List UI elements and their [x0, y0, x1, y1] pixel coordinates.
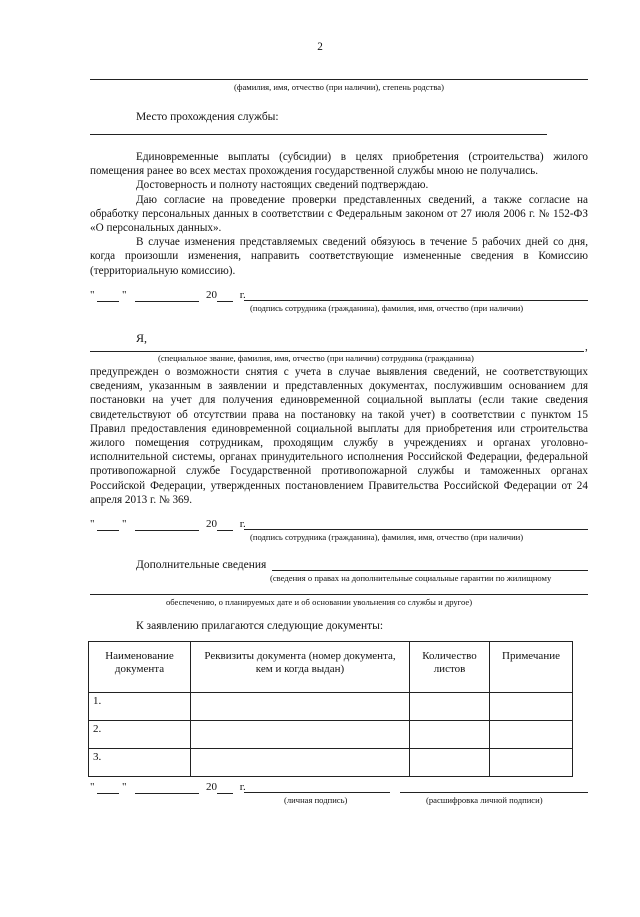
day-field[interactable]: [97, 289, 119, 302]
signature-decoding-line[interactable]: [400, 792, 588, 793]
additional-caption-1: (сведения о правах на дополнительные социальные гарантии по жилищному: [270, 573, 552, 583]
month-field[interactable]: [135, 289, 199, 302]
date-line-1: " " 20 г.: [90, 289, 246, 301]
month-field[interactable]: [135, 781, 199, 794]
note-cell[interactable]: [490, 749, 573, 777]
ya-label: Я,: [136, 331, 148, 345]
table-row: [89, 721, 573, 749]
personal-signature-caption: (личная подпись): [284, 795, 348, 805]
details-cell[interactable]: [191, 693, 410, 721]
sheet-count-cell[interactable]: [410, 721, 490, 749]
attached-documents-label: К заявлению прилагаются следующие документы:: [136, 620, 384, 632]
signature-caption-1: (подпись сотрудника (гражданина), фамилия, имя, отчество (при наличии): [250, 303, 524, 313]
note-cell[interactable]: [490, 693, 573, 721]
signature-field-line-1[interactable]: [244, 300, 588, 301]
service-place-label: Место прохождения службы:: [136, 111, 279, 123]
day-field[interactable]: [97, 781, 119, 794]
sheet-count-cell[interactable]: [410, 693, 490, 721]
table-row: [89, 749, 573, 777]
additional-info-label: Дополнительные сведения: [136, 559, 267, 571]
header-document-details: Реквизиты документа (номер документа, кем и когда выдан): [191, 642, 410, 693]
service-place-field-line[interactable]: [90, 134, 547, 135]
rank-caption: (специальное звание, фамилия, имя, отчество (при наличии) сотрудника (гражданина): [158, 353, 474, 363]
additional-caption-2: обеспечению, о планируемых дате и об основании увольнения со службы и другое): [166, 597, 473, 607]
personal-signature-line[interactable]: [244, 792, 390, 793]
change-obligation-paragraph: В случае изменения представляемых сведений обязуюсь в течение 5 рабочих дней со дня, когда произошли изменения, направить соответствующие измененные сведения в Комиссию (территориальную комиссию).: [90, 236, 588, 277]
page-number: 2: [317, 41, 323, 53]
trailing-comma: ,: [585, 341, 588, 353]
details-cell[interactable]: [191, 749, 410, 777]
consent-paragraph: Даю согласие на проведение проверки представленных сведений, а также согласие на обработку персональных данных в соответствии с Федеральным законом от 27 июля 2006 г. № 152-ФЗ «О персональных данных».: [90, 193, 588, 235]
header-sheet-count: Количество листов: [410, 642, 490, 693]
header-document-name: Наименование документа: [89, 642, 191, 693]
signature-field-line-2[interactable]: [244, 529, 588, 530]
row-number: 3.: [89, 749, 191, 777]
date-line-3: " " 20 г.: [90, 781, 246, 793]
signature-caption-2: (подпись сотрудника (гражданина), фамилия, имя, отчество (при наличии): [250, 532, 524, 542]
details-cell[interactable]: [191, 721, 410, 749]
sheet-count-cell[interactable]: [410, 749, 490, 777]
row-number: 1.: [89, 693, 191, 721]
table-row: [89, 693, 573, 721]
documents-table: [88, 641, 573, 777]
year-field[interactable]: [217, 289, 233, 302]
year-field[interactable]: [217, 781, 233, 794]
additional-info-field-line-1[interactable]: [272, 570, 588, 571]
confirmation-paragraph: Достоверность и полноту настоящих сведений подтверждаю.: [136, 179, 429, 192]
declarations-block: [90, 150, 588, 278]
header-note: Примечание: [490, 642, 573, 693]
rank-field-line[interactable]: [90, 351, 584, 352]
warning-paragraph: предупрежден о возможности снятия с учета в случае выявления сведений, не соответствующих сведениям, указанным в заявлении и представленных документах, послужившим основанием для постановки на учет для получения единовременной социальной выплаты (если такие сведения свидетельствуют об отсутствии права на постановку на такой учет) в соответствии с пунктом 15 Правил предоставления единовременной социальной выплаты для приобретения или строительства жилого помещения сотрудникам, проходящим службу в учреждениях и органах уголовно-исполнительной системы, органах принудительного исполнения Российской Федерации, федеральной противопожарной службе Государственной противопожарной службы и таможенных органах Российской Федерации, утвержденных постановлением Правительства Российской Федерации от 24 апреля 2013 г. № 369.: [90, 366, 588, 506]
table-header-row: [89, 642, 573, 693]
row-number: 2.: [89, 721, 191, 749]
date-line-2: " " 20 г.: [90, 518, 246, 530]
relation-field-line[interactable]: [90, 79, 588, 80]
note-cell[interactable]: [490, 721, 573, 749]
signature-decoding-caption: (расшифровка личной подписи): [426, 795, 543, 805]
no-prior-payments-paragraph: Единовременные выплаты (субсидии) в целях приобретения (строительства) жилого помещения ранее во всех местах прохождения государственной службы мною не получались.: [90, 151, 588, 178]
additional-info-field-line-2[interactable]: [90, 594, 588, 595]
year-field[interactable]: [217, 518, 233, 531]
relation-caption: (фамилия, имя, отчество (при наличии), степень родства): [234, 82, 444, 92]
day-field[interactable]: [97, 518, 119, 531]
month-field[interactable]: [135, 518, 199, 531]
